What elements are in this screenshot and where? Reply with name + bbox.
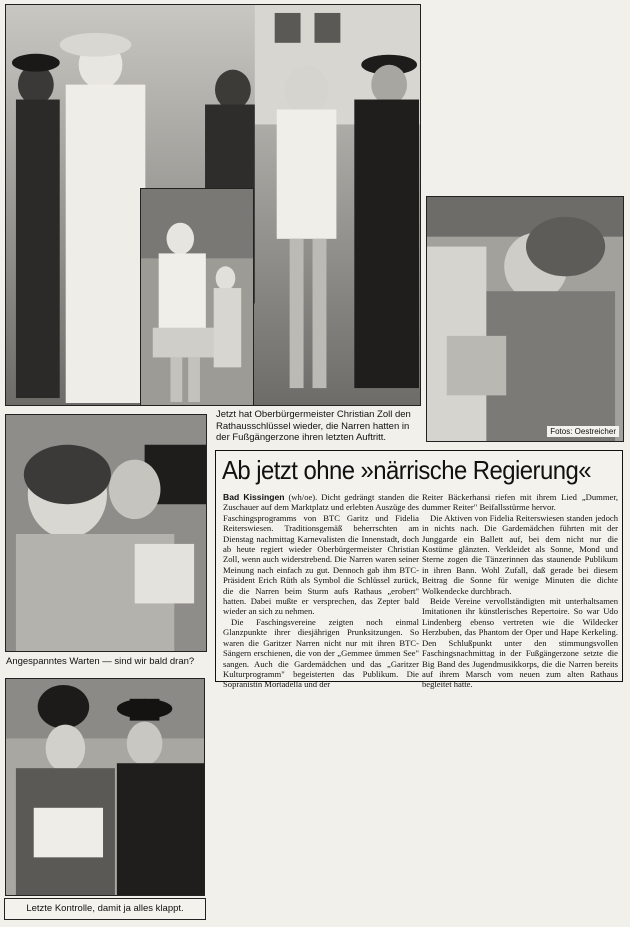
- article-paragraph-text: Dicht gedrängt standen die Zuschauer auf dem Marktplatz und erlebten Auszüge des Faschingsprogramms von BTC Garitz und Fidelia Reiterswiesen. Traditionsgemäß beherrschten am Dienstag nachmittag Karnevalisten die Innenstadt, doch ab heute regiert wieder Oberbürgermeister Christian Zoll, wenn auch widerstrebend. Die Narren waren seiner Meinung nach einfach zu gut. Dennoch gab ihm BTC-Präsident Erich Rüth als Symbol die Schlüssel zurück, die die Narren beim Sturm aufs Rathaus „erobert" hatten. Dabei mußte er versprechen, das Zepter bald wieder an sich zu nehmen.: [223, 492, 419, 617]
- painted-child-photo-icon: [427, 197, 623, 441]
- article-paragraph: Die Faschingsvereine zeigten noch einmal Glanzpunkte ihrer diesjährigen Prunksitzungen. So waren die Garitzer Narren nicht nur mit ihren BTC-Sängern erschienen, die von der „Gemmee ümmen See" sangen. Auch die Gardemädchen und das „Garitzer Kulturprogramm" begeisterten das Publikum. Die Sopranistin Mortadella und der: [223, 616, 419, 690]
- face-painted-children-photo-icon: [6, 415, 206, 651]
- checking-photo: [5, 678, 205, 896]
- checking-list-photo-icon: [6, 679, 204, 895]
- article-paragraph: Beide Vereine vervollständigten mit unterhaltsamen Imitationen ihr künstlerisches Repertoire. So war Udo Lindenberg ebenso vertreten wie die Wildecker Herzbuben, das Phantom der Oper und Hape Kerkeling. Den Schlußpunkt unter den stimmungsvollen Faschingsnachmittag in der Fußgängerzone setzte die Big Band des Jugendmusikkorps, die die Narren bereits auf ihrem Marsch vom neuen zum alten Rathaus begleitet hatte.: [422, 596, 618, 690]
- key-scene-photo: [426, 196, 624, 442]
- top-caption: Jetzt hat Oberbürgermeister Christian Zoll den Rathausschlüssel wieder, die Narren hatten in der Fußgängerzone ihren letzten Auftritt.: [216, 409, 411, 443]
- article-byline: (wh/oe).: [288, 492, 318, 502]
- article-headline: Ab jetzt ohne »närrische Regierung«: [222, 455, 591, 485]
- article-paragraph: [223, 492, 419, 617]
- photo-credit: Fotos: Oestreicher: [547, 426, 619, 437]
- dancer-inset-photo: [140, 188, 254, 406]
- children-photo: [5, 414, 207, 652]
- article-dateline: Bad Kissingen: [223, 492, 285, 502]
- article-box: [215, 450, 623, 690]
- dancer-photo-icon: [141, 189, 253, 405]
- article-column-right: [422, 492, 618, 690]
- article-paragraph: Reiter Bäckerhansi riefen mit ihrem Lied „Dummer, dummer Reiter" Beifallsstürme hervor.: [422, 492, 618, 513]
- bottom-caption: Letzte Kontrolle, damit ja alles klappt.: [4, 898, 206, 920]
- article-column-left: [223, 492, 419, 690]
- children-caption: Angespanntes Warten — sind wir bald dran?: [6, 656, 195, 667]
- article-paragraph: Die Aktiven von Fidelia Reiterswiesen standen jedoch in nichts nach. Die Gardemädchen führten mit der Junggarde ein Ballett auf, bei dem nicht nur die Kostüme glänzten. Verkleidet als Sonne, Mond und Sterne zogen die Tänzerinnen das staunende Publikum in ihren Bann. Wohl Zufall, daß gerade bei diesem Beitrag die Sonne für wenige Minuten die dichte Wolkendecke durchbrach.: [422, 512, 618, 596]
